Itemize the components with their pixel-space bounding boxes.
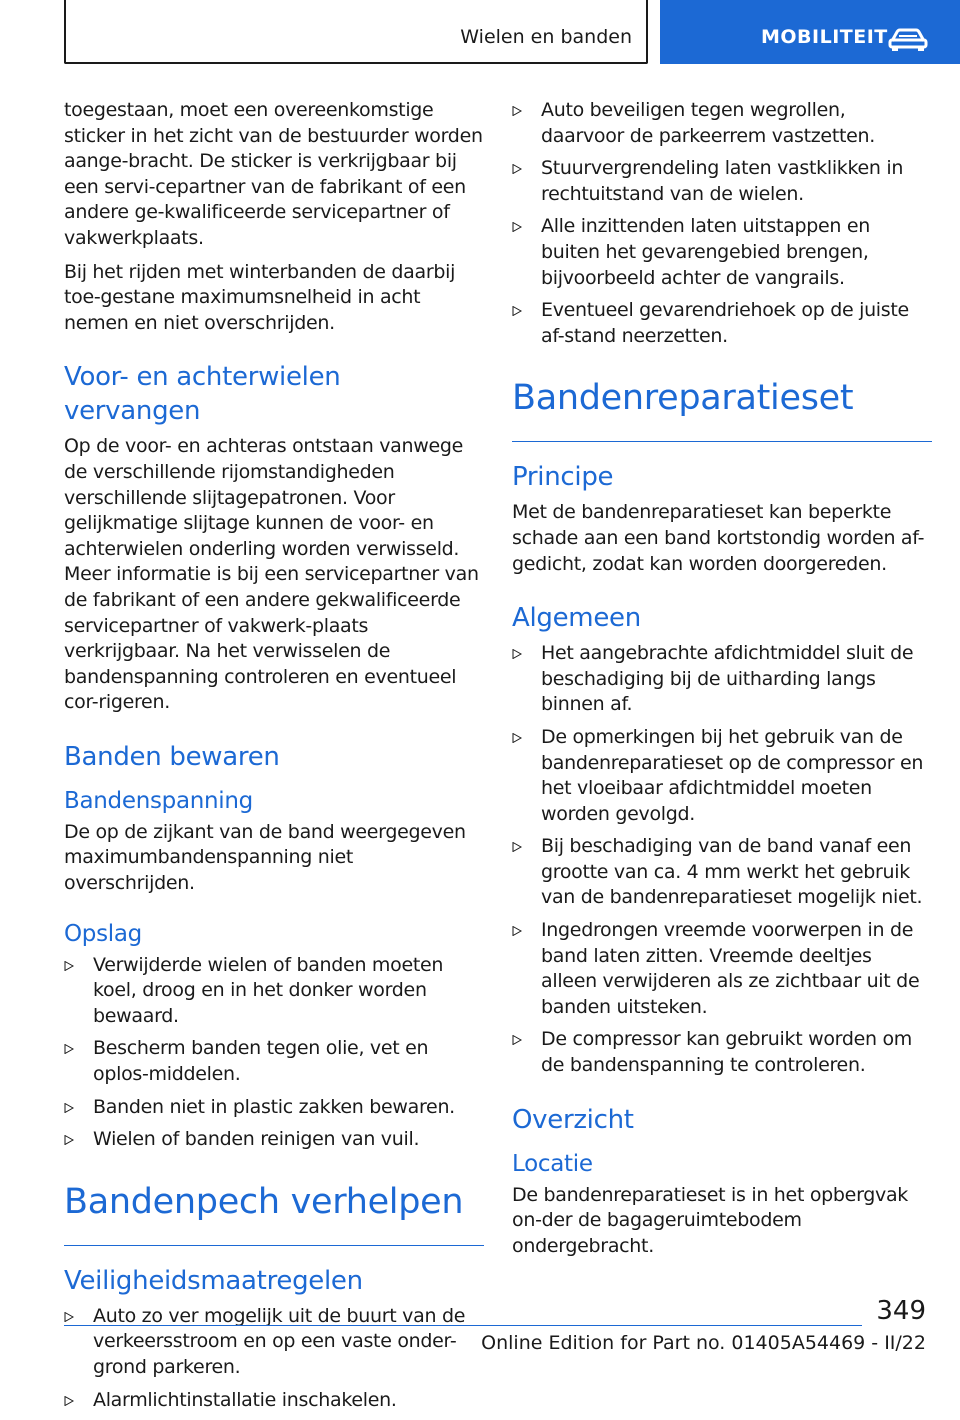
list-item: Bij beschadiging van de band vanaf een grootte van ca. 4 mm werkt het gebruik van de bandenreparatieset mogelijk niet. (512, 834, 932, 911)
page-number: 349 (876, 1296, 926, 1326)
triangle-bullet-icon (512, 649, 522, 659)
list-item: Alarmlichtinstallatie inschakelen. (64, 1388, 484, 1414)
paragraph-sticker: toegestaan, moet een overeenkomstige sticker in het zicht van de bestuurder worden aange-bracht. De sticker is verkrijgbaar bij een servi-cepartner van de fabrikant of een andere ge-kwalificeerde servicepartner of vakwerkplaats. (64, 99, 483, 249)
veiligheid-list-right (512, 98, 932, 349)
list-item: Verwijderde wielen of banden moeten koel, droog en in het donker worden bewaard. (64, 953, 484, 1030)
car-icon (888, 27, 928, 51)
footer-divider (64, 1325, 862, 1326)
heading-bandenreparatieset: Bandenreparatieset (512, 375, 932, 442)
left-column (64, 98, 484, 1420)
triangle-bullet-icon (64, 1135, 74, 1145)
paragraph-principe: Met de bandenreparatieset kan beperkte schade aan een band kortstondig worden af-gedicht, zodat kan worden doorgereden. (512, 501, 925, 575)
heading-veiligheidsmaatregelen: Veiligheidsmaatregelen (64, 1265, 363, 1296)
triangle-bullet-icon (512, 842, 522, 852)
section-header (64, 0, 648, 64)
heading-opslag: Opslag (64, 920, 142, 947)
list-item: Banden niet in plastic zakken bewaren. (64, 1095, 484, 1121)
heading-bandenspanning: Bandenspanning (64, 787, 253, 814)
triangle-bullet-icon (512, 306, 522, 316)
list-item: Auto beveiligen tegen wegrollen, daarvoor de parkeerrem vastzetten. (512, 98, 932, 149)
paragraph-bandenspanning: De op de zijkant van de band weergegeven maximumbandenspanning niet overschrijden. (64, 820, 466, 895)
opslag-list (64, 953, 484, 1153)
list-item: Auto zo ver mogelijk uit de buurt van de verkeersstroom en op een vaste onder-grond parkeren. (64, 1304, 484, 1381)
heading-voor-achterwielen: Voor- en achterwielen vervangen (64, 362, 341, 427)
triangle-bullet-icon (64, 961, 74, 971)
paragraph-voor-achterwielen: Op de voor- en achteras ontstaan vanwege de verschillende rijomstandigheden verschillende slijtagepatronen. Voor gelijkmatige slijtage kunnen de voor- en achterwielen onderling worden verwisseld. Meer informatie is bij een servicepartner van de fabrikant of een andere gekwalificeerde servicepartner of vakwerk-plaats verkrijgbaar. Na het verwisselen de bandenspanning controleren en eventueel cor-rigeren. (64, 435, 479, 714)
chapter-title: MOBILITEIT (761, 26, 888, 48)
triangle-bullet-icon (512, 1035, 522, 1045)
edition-note: Online Edition for Part no. 01405A54469 - II/22 (481, 1332, 926, 1354)
list-item: Eventueel gevarendriehoek op de juiste af-stand neerzetten. (512, 298, 932, 349)
triangle-bullet-icon (64, 1396, 74, 1406)
triangle-bullet-icon (64, 1044, 74, 1054)
heading-principe: Principe (512, 462, 614, 493)
heading-overzicht: Overzicht (512, 1104, 634, 1135)
triangle-bullet-icon (64, 1103, 74, 1113)
triangle-bullet-icon (64, 1312, 74, 1322)
triangle-bullet-icon (512, 926, 522, 936)
heading-banden-bewaren: Banden bewaren (64, 741, 280, 772)
list-item: Wielen of banden reinigen van vuil. (64, 1127, 484, 1153)
list-item: Alle inzittenden laten uitstappen en buiten het gevarengebied brengen, bijvoorbeeld achter de vangrails. (512, 214, 932, 291)
list-item: Stuurvergrendeling laten vastklikken in rechtuitstand van de wielen. (512, 156, 932, 207)
heading-bandenpech: Bandenpech verhelpen (64, 1179, 484, 1246)
triangle-bullet-icon (512, 733, 522, 743)
heading-algemeen: Algemeen (512, 603, 641, 634)
heading-locatie: Locatie (512, 1150, 593, 1177)
list-item: De opmerkingen bij het gebruik van de bandenreparatieset op de compressor en het vloeibaar afdichtmiddel moeten worden gevolgd. (512, 725, 932, 827)
chapter-header (660, 0, 960, 64)
triangle-bullet-icon (512, 164, 522, 174)
list-item: Ingedrongen vreemde voorwerpen in de band laten zitten. Vreemde deeltjes alleen verwijderen als ze zichtbaar uit de banden uitsteken. (512, 918, 932, 1020)
triangle-bullet-icon (512, 222, 522, 232)
triangle-bullet-icon (512, 106, 522, 116)
list-item: Het aangebrachte afdichtmiddel sluit de beschadiging bij de uitharding langs binnen af. (512, 641, 932, 718)
paragraph-winter: Bij het rijden met winterbanden de daarbij toe-gestane maximumsnelheid in acht nemen en niet overschrijden. (64, 260, 456, 334)
list-item: De compressor kan gebruikt worden om de bandenspanning te controleren. (512, 1027, 932, 1078)
list-item: Bescherm banden tegen olie, vet en oplos-middelen. (64, 1036, 484, 1087)
veiligheid-list-left (64, 1304, 484, 1413)
algemeen-list (512, 641, 932, 1079)
right-column (512, 98, 932, 1267)
section-title: Wielen en banden (460, 26, 632, 48)
paragraph-locatie: De bandenreparatieset is in het opbergvak on-der de bagageruimtebodem ondergebracht. (512, 1183, 908, 1257)
